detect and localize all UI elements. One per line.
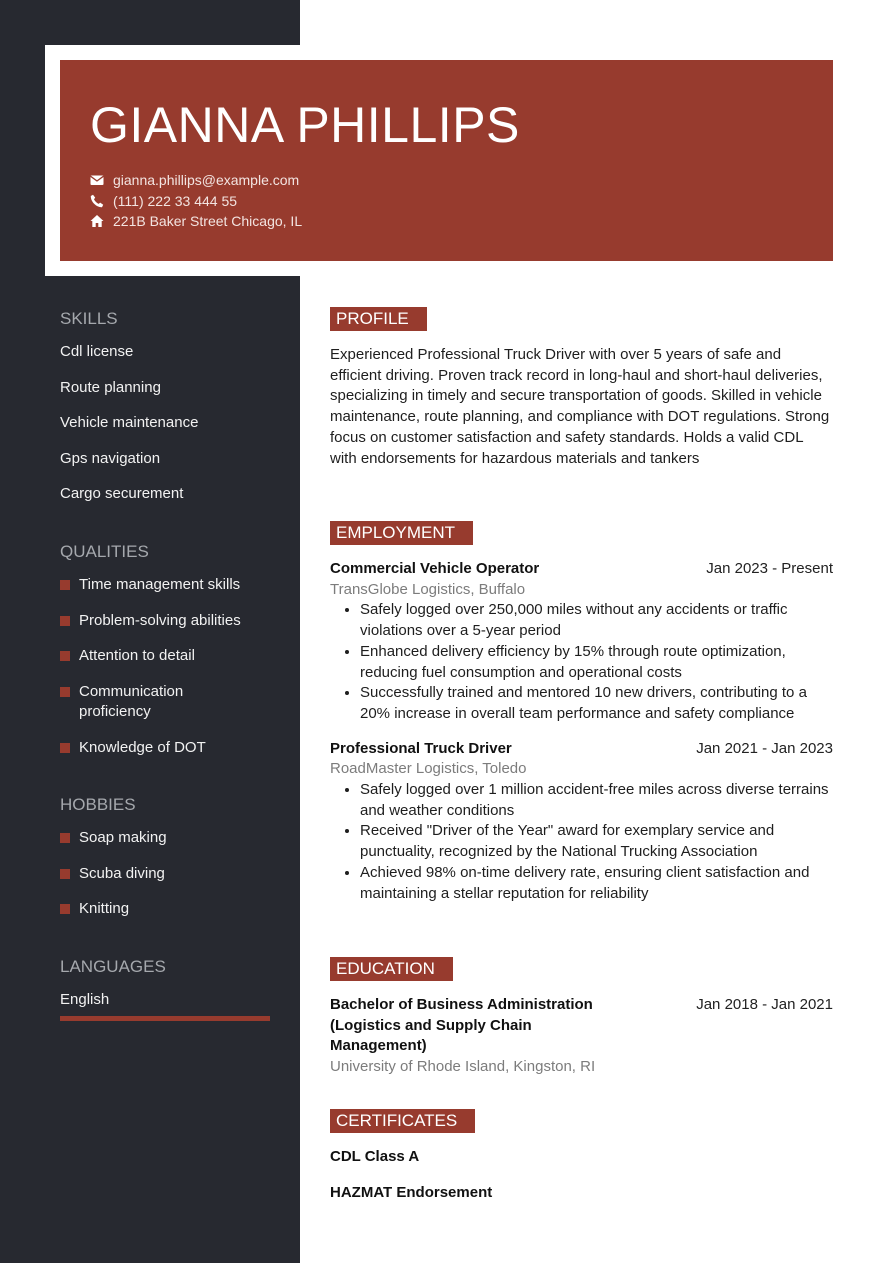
- square-bullet-icon: [60, 833, 70, 843]
- job-organization: RoadMaster Logistics, Toledo: [330, 760, 527, 778]
- employment-heading: EMPLOYMENT: [330, 521, 473, 545]
- job-bullet: • Achieved 98% on-time delivery rate, ensuring client satisfaction and maintaining a stellar reputation for reliability: [360, 863, 833, 904]
- square-bullet-icon: [60, 580, 70, 590]
- job-entry: [330, 559, 833, 725]
- square-bullet-icon: [60, 687, 70, 697]
- employment-section: [330, 521, 833, 904]
- education-heading: EDUCATION: [330, 957, 453, 981]
- school-name: University of Rhode Island, Kingston, RI: [330, 1058, 596, 1076]
- quality-item: [60, 575, 275, 596]
- hobbies-section: [60, 794, 275, 935]
- skill-item: Gps navigation: [60, 449, 161, 467]
- skill-item: Cargo securement: [60, 485, 184, 502]
- languages-section: [60, 956, 275, 1021]
- home-icon: [90, 214, 104, 228]
- quality-label: Attention to detail: [79, 647, 195, 664]
- qualities-section: [60, 541, 275, 773]
- phone-icon: [90, 194, 104, 208]
- job-bullets: [330, 780, 833, 904]
- education-section: [330, 957, 833, 1078]
- job-title: Professional Truck Driver: [330, 739, 512, 757]
- hobby-label: Knitting: [79, 900, 130, 917]
- languages-title: LANGUAGES: [60, 957, 166, 976]
- certificates-heading: CERTIFICATES: [330, 1109, 475, 1133]
- job-header: [330, 739, 833, 760]
- quality-item: [60, 682, 275, 723]
- skill-item: Cdl license: [60, 343, 134, 360]
- contact-info: [90, 170, 302, 232]
- contact-address-row: [90, 211, 302, 232]
- job-dates: Jan 2023 - Present: [706, 560, 833, 577]
- language-level-bar: [60, 1016, 270, 1021]
- square-bullet-icon: [60, 651, 70, 661]
- address-text: 221B Baker Street Chicago, IL: [113, 213, 303, 230]
- certificate-item: CDL Class A: [330, 1148, 420, 1165]
- envelope-icon: [90, 173, 104, 187]
- square-bullet-icon: [60, 616, 70, 626]
- profile-section: [330, 307, 833, 469]
- square-bullet-icon: [60, 743, 70, 753]
- quality-label: Knowledge of DOT: [79, 738, 206, 756]
- hobby-item: [60, 828, 275, 849]
- square-bullet-icon: [60, 869, 70, 879]
- job-dates: Jan 2021 - Jan 2023: [696, 739, 833, 757]
- candidate-name: GIANNA PHILLIPS: [90, 97, 520, 153]
- quality-label: Time management skills: [79, 576, 241, 593]
- profile-text: Experienced Professional Truck Driver with over 5 years of safe and efficient driving. Proven track record in long-haul and short-haul deliveries, specializing in timely and secure transportation of goods. Skilled in vehicle maintenance, route planning, and compliance with DOT regulations. Strong focus on customer satisfaction and safety standards. Holds a valid CDL with endorsements for hazardous materials and tankers: [330, 346, 830, 467]
- education-dates: Jan 2018 - Jan 2021: [696, 996, 833, 1013]
- hobbies-title: HOBBIES: [60, 795, 136, 814]
- language-name: English: [60, 991, 110, 1008]
- qualities-title: QUALITIES: [60, 542, 149, 561]
- quality-item: [60, 738, 275, 759]
- profile-heading: PROFILE: [330, 307, 427, 331]
- certificate-item: HAZMAT Endorsement: [330, 1183, 493, 1201]
- square-bullet-icon: [60, 904, 70, 914]
- job-bullet: • Received "Driver of the Year" award for exemplary service and punctuality, recognized by the National Trucking Association: [360, 821, 833, 862]
- quality-item: [60, 611, 275, 632]
- skill-item: Route planning: [60, 378, 161, 396]
- job-bullet: • Safely logged over 1 million accident-free miles across diverse terrains and weather conditions: [360, 780, 833, 821]
- hobby-label: Scuba diving: [79, 864, 165, 882]
- skills-title: SKILLS: [60, 309, 118, 328]
- contact-email-row: [90, 170, 302, 191]
- job-entry: [330, 739, 833, 905]
- hobby-item: [60, 899, 275, 920]
- job-bullet: • Safely logged over 250,000 miles without any accidents or traffic violations over a 5-year period: [360, 600, 833, 641]
- email-text[interactable]: gianna.phillips@example.com: [113, 172, 300, 189]
- certificates-section: [330, 1109, 833, 1203]
- hobby-label: Soap making: [79, 829, 167, 846]
- quality-item: [60, 646, 275, 667]
- header: [60, 60, 833, 261]
- quality-label: Problem-solving abilities: [79, 611, 241, 629]
- skills-section: [60, 308, 275, 520]
- skill-item: Vehicle maintenance: [60, 414, 199, 431]
- quality-label: Communication proficiency: [79, 682, 184, 720]
- phone-text: (111) 222 33 444 55: [113, 192, 238, 209]
- hobby-item: [60, 864, 275, 885]
- job-bullets: [330, 600, 833, 724]
- job-organization: TransGlobe Logistics, Buffalo: [330, 580, 526, 598]
- education-header: [330, 995, 833, 1057]
- contact-phone-row: [90, 191, 302, 212]
- degree-title: Bachelor of Business Administration (Logistics and Supply Chain Management): [330, 996, 593, 1055]
- job-title: Commercial Vehicle Operator: [330, 560, 540, 577]
- job-header: [330, 559, 833, 580]
- job-bullet: • Successfully trained and mentored 10 new drivers, contributing to a 20% increase in overall team performance and safety compliance: [360, 683, 833, 724]
- job-bullet: • Enhanced delivery efficiency by 15% through route optimization, reducing fuel consumption and operational costs: [360, 642, 833, 683]
